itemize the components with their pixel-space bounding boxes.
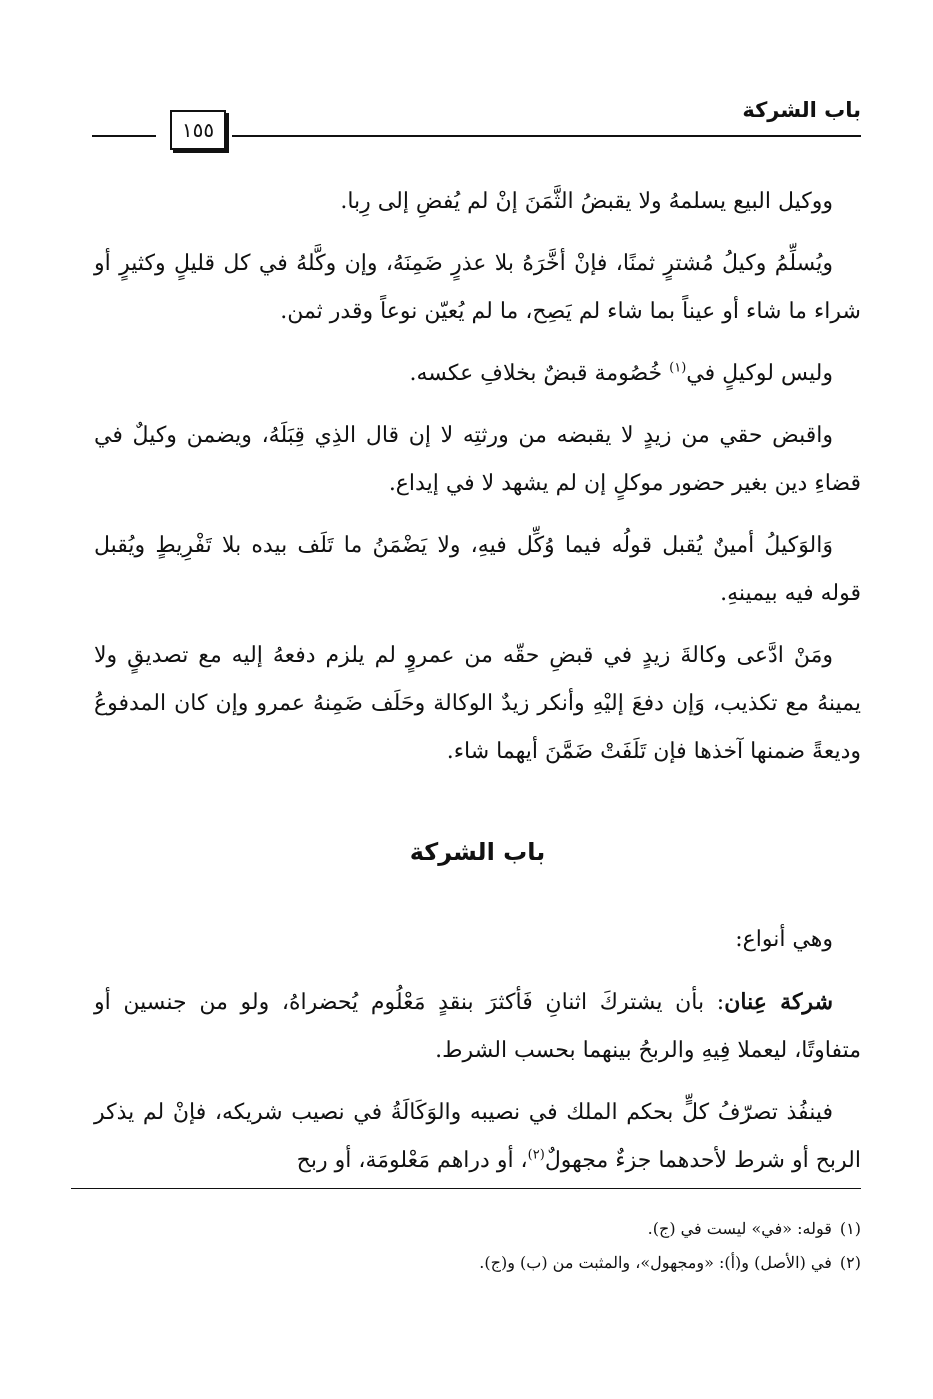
paragraph-1: ووكيل البيع يسلمهُ ولا يقبضُ الثَّمَنَ إنْ لم يُفضِ إلى رِبا. (340, 189, 833, 214)
paragraph-inan (94, 978, 861, 1075)
footnote-2-text: في (الأصل) و(أ): «ومجهول»، والمثبت من (ب) و(ج). (479, 1253, 832, 1272)
page-number: ١٥٥ (170, 110, 226, 150)
footnotes (94, 1212, 861, 1280)
footnote-2-number: (٢) (839, 1253, 861, 1272)
inan-term: شركة عِنان (724, 989, 834, 1015)
paragraph-3-start: وليس لوكيلٍ في (686, 361, 833, 386)
paragraph-3 (94, 350, 861, 398)
paragraph-6: ومَنْ ادَّعى وكالةَ زيدٍ في قبضِ حقّه من عمروٍ لم يلزم دفعهُ إليه مع تصديقٍ ولا يمينهُ مع تكذيب، وَإن دفعَ إليْهِ وأنكر زيدٌ الوكالة وحَلَف ضَمِنهُ عمرو وإن كان المدفوعُ وديعةً ضمنها آخذها فإن تَلَفَتْ ضَمَّنَ أيهما شاء. (94, 643, 861, 764)
paragraph-last (94, 1089, 861, 1185)
body-text-bottom (94, 916, 861, 1199)
paragraph-types-intro: وهي أنواع: (735, 927, 833, 952)
paragraph-3-end: خُصُومة قبضٌ بخلافِ عكسه. (409, 361, 670, 386)
footnote-1-number: (١) (839, 1219, 861, 1238)
footnote-1-text: قوله: «في» ليست في (ج). (647, 1219, 832, 1238)
paragraph-2: ويُسلِّمُ وكيلُ مُشترٍ ثمنًا، فإنْ أخَّرَهُ بلا عذرٍ ضَمِنَهُ، وإن وكَّلهُ في كل قليلٍ وكثيرٍ أو شراء ما شاء أو عيناً بما شاء لم يَصِح، ما لم يُعيّن نوعاً وقدر ثمن. (94, 251, 861, 324)
paragraph-4: واقبض حقي من زيدٍ لا يقبضه من ورثتِه لا إن قال الذِي قِبَلَهُ، ويضمن وكيلٌ في قضاءِ دين بغير حضور موكلٍ إن لم يشهد لا في إيداع. (94, 423, 861, 496)
paragraph-5: وَالوَكيلُ أمينٌ يُقبل قولُه فيما وُكِّل فيهِ، ولا يَضْمَنُ ما تَلَف بيده بلا تَفْرِيطٍ ويُقبل قوله فيه بيمينهِ. (94, 533, 861, 606)
paragraph-last-end: ، أو دراهم مَعْلومَة، أو ربح (296, 1148, 528, 1173)
footnote-2 (94, 1246, 861, 1280)
footnote-1 (94, 1212, 861, 1246)
footnote-ref-2: (٢) (527, 1147, 545, 1163)
paragraph-last-start: فينفُذ تصرّفُ كلٍّ بحكم الملك في نصيبه والوَكَالَةُ في نصيب شريكه، فإنْ لم يذكر الربح أو شرط لأحدهما جزءٌ مجهولٌ (94, 1100, 861, 1173)
body-text-top (94, 178, 861, 790)
running-title: باب الشركة (742, 98, 861, 122)
inan-text: : بأن يشتركَ اثنانِ فَأكثرَ بنقدٍ مَعْلُوم يُحضراهُ، ولو من جنسين أو متفاوتًا، ليعملا فِيهِ والربحُ بينهما بحسب الشرط. (94, 990, 861, 1063)
footnote-ref-1: (١) (669, 360, 687, 376)
section-heading: باب الشركة (409, 838, 546, 866)
header-rule-right (232, 135, 861, 137)
footnote-rule (71, 1188, 861, 1189)
header-rule-left (92, 135, 156, 137)
